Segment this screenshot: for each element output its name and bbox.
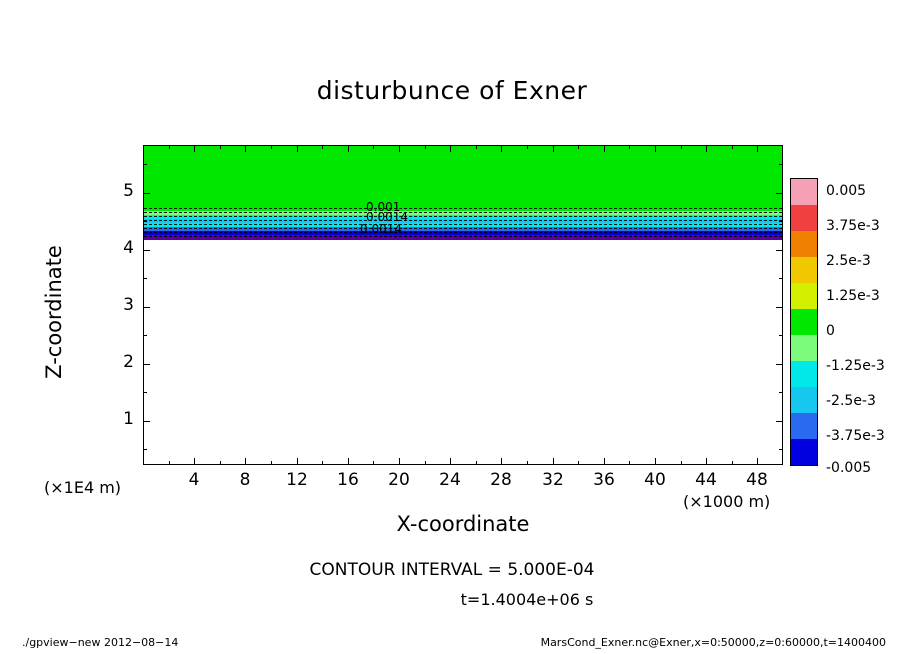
x-axis-unit: (×1000 m)	[683, 492, 771, 511]
field-background-white	[144, 240, 782, 465]
colorbar-cell	[791, 179, 817, 205]
colorbar-tick-label: 3.75e-3	[826, 218, 880, 234]
footer-right-text: MarsCond_Exner.nc@Exner,x=0:50000,z=0:60000,t=1400400	[540, 636, 886, 649]
colorbar-cell	[791, 413, 817, 439]
y-axis-unit: (×1E4 m)	[44, 478, 122, 497]
colorbar-tick-label: 1.25e-3	[826, 288, 880, 304]
colorbar-cell	[791, 361, 817, 387]
x-tick-label: 36	[593, 470, 615, 490]
y-tick-label: 3	[123, 295, 134, 315]
colorbar-cell	[791, 309, 817, 335]
colorbar-tick-label: 0	[826, 323, 835, 339]
y-tick-label: 4	[123, 238, 134, 258]
contour-line	[144, 216, 782, 217]
footer-left-text: ./gpview−new 2012−08−14	[22, 636, 179, 649]
contour-label: 0.001	[366, 200, 401, 214]
x-tick-label: 28	[490, 470, 512, 490]
x-tick-label: 24	[439, 470, 461, 490]
y-axis-title: Z-coordinate	[42, 245, 66, 379]
colorbar	[790, 178, 818, 466]
contour-label: 0.0014	[360, 222, 402, 236]
colorbar-cell	[791, 439, 817, 465]
x-tick-label: 40	[644, 470, 666, 490]
y-tick-label: 2	[123, 352, 134, 372]
x-tick-label: 44	[695, 470, 717, 490]
x-tick-label: 20	[388, 470, 410, 490]
x-tick-label: 12	[286, 470, 308, 490]
contour-line	[144, 232, 782, 233]
contour-label: 0.0014	[366, 210, 408, 224]
x-tick-label: 16	[337, 470, 359, 490]
x-tick-label: 8	[239, 470, 251, 490]
colorbar-cell	[791, 283, 817, 309]
contour-line	[144, 236, 782, 237]
x-tick-label: 48	[746, 470, 768, 490]
colorbar-cell	[791, 205, 817, 231]
time-label: t=1.4004e+06 s	[460, 590, 594, 609]
x-axis-title: X-coordinate	[396, 512, 530, 536]
y-tick-label: 1	[123, 409, 134, 429]
colorbar-tick-label: -3.75e-3	[826, 428, 885, 444]
contour-line	[144, 228, 782, 229]
chart-title: disturbunce of Exner	[316, 76, 588, 105]
colorbar-tick-label: 2.5e-3	[826, 253, 871, 269]
plot-area	[143, 145, 783, 465]
contour-line	[144, 224, 782, 225]
colorbar-cell	[791, 335, 817, 361]
y-tick-label: 5	[123, 181, 134, 201]
colorbar-cell	[791, 387, 817, 413]
x-tick-label: 32	[542, 470, 564, 490]
colorbar-tick-label: -1.25e-3	[826, 358, 885, 374]
x-tick-label: 4	[188, 470, 200, 490]
colorbar-tick-label: -0.005	[826, 460, 872, 476]
contour-line	[144, 208, 782, 209]
contour-interval-note: CONTOUR INTERVAL = 5.000E-04	[309, 560, 595, 580]
contour-line	[144, 220, 782, 221]
colorbar-tick-label: 0.005	[826, 183, 867, 199]
colorbar-cell	[791, 231, 817, 257]
colorbar-cell	[791, 257, 817, 283]
colorbar-tick-label: -2.5e-3	[826, 393, 876, 409]
contour-line	[144, 212, 782, 213]
